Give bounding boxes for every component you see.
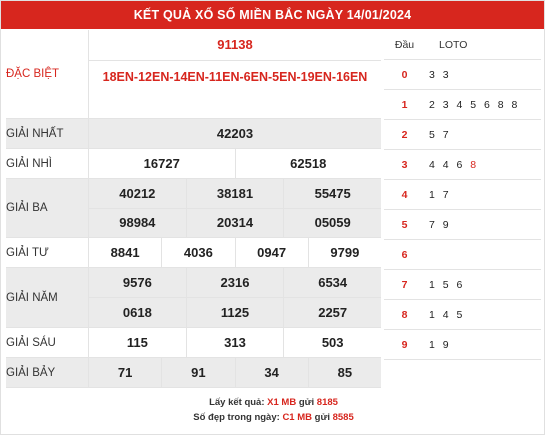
prize-number: 05059 [314,215,351,231]
footer-line-2 [1,412,545,423]
prize-number: 0618 [89,298,187,327]
prize-number: 20314 [187,209,285,238]
loto-head: 7 [401,278,408,291]
loto-row [384,180,541,210]
loto-head: 5 [401,218,408,231]
prize-number: 503 [321,335,344,350]
loto-head: 1 [401,98,408,111]
prize-label-g5: GIẢI NĂM [6,268,89,327]
prize-row-g7 [6,358,381,388]
loto-row [384,270,541,300]
loto-head-label: Đầu [394,38,415,51]
loto-row [384,120,541,150]
prize-label-g7: GIẢI BẢY [6,358,89,387]
loto-values [425,129,451,141]
loto-row [384,330,541,360]
loto-row [384,150,541,180]
prize-label-g3: GIẢI BA [6,179,89,237]
prize-label-g4: GIẢI TƯ [6,238,89,267]
prize-table [6,30,381,388]
footer-text: Số đẹp trong ngày: [193,412,283,423]
prize-number: 62518 [290,156,327,171]
prize-number: 34 [236,358,309,387]
page-title: KẾT QUẢ XỔ SỐ MIỀN BẮC NGÀY 14/01/2024 [1,1,544,29]
loto-header [384,30,541,60]
loto-value-text: 1 7 [429,188,452,201]
prize-row-g3 [6,179,381,238]
prize-number: 313 [187,328,285,357]
prize-number: 16727 [89,149,236,178]
loto-head: 0 [401,68,408,81]
prize-number: 4036 [162,238,235,267]
prize-number: 2257 [318,305,348,320]
sms-code[interactable]: C1 MB [282,412,312,423]
footer-text: gửi [312,412,333,423]
loto-row [384,210,541,240]
sms-number[interactable]: 8185 [316,397,338,408]
prize-number: 42203 [216,126,254,141]
loto-value-text: 1 4 5 [429,308,465,321]
prize-number: 6534 [318,275,348,290]
prize-number: 9576 [89,268,187,297]
loto-head: 9 [401,338,408,351]
prize-row-g4 [6,238,381,268]
prize-number: 71 [89,358,162,387]
loto-row [384,90,541,120]
loto-head: 4 [401,188,408,201]
loto-value-text: 2 3 4 5 6 8 8 [429,98,520,111]
loto-value-special: 8 [470,158,479,171]
loto-value-text: 5 7 [429,128,452,141]
loto-values [425,69,451,81]
prize-number: 115 [89,328,187,357]
special-prize-codes: 18EN-12EN-14EN-11EN-6EN-5EN-19EN-16EN [102,70,368,84]
loto-values [425,189,451,201]
footer-text: gửi [296,397,317,408]
loto-head: 2 [401,128,408,141]
loto-values [425,219,451,231]
prize-row-g2 [6,149,381,179]
footer-text: Lấy kết quả: [209,397,268,408]
loto-table [384,30,541,360]
prize-number: 91 [162,358,235,387]
prize-label-g6: GIẢI SÁU [6,328,89,357]
prize-number: 0947 [236,238,309,267]
prize-number: 2316 [187,268,285,297]
prize-number: 85 [337,365,353,380]
loto-head: 3 [401,158,408,171]
loto-label: LOTO [439,38,468,51]
loto-head: 6 [401,248,408,261]
special-prize-number: 91138 [89,30,381,61]
loto-values [425,339,451,351]
loto-values [425,279,465,291]
prize-row-special [6,30,381,119]
prize-row-g6 [6,328,381,358]
sms-number[interactable]: 8585 [332,412,354,423]
loto-values [425,159,479,171]
loto-row [384,240,541,270]
loto-row [384,60,541,90]
prize-number: 1125 [187,298,285,327]
loto-row [384,300,541,330]
prize-number: 55475 [314,185,351,201]
footer-line-1 [1,397,545,408]
loto-head: 8 [401,308,408,321]
loto-value-text: 3 3 [429,68,452,81]
sms-code[interactable]: X1 MB [267,397,297,408]
prize-row-g5 [6,268,381,328]
prize-number: 8841 [89,238,162,267]
prize-number: 98984 [89,209,187,238]
prize-number: 38181 [187,179,285,208]
prize-row-g1 [6,119,381,149]
prize-label-special: ĐẶC BIỆT [6,30,89,118]
loto-values [425,309,465,321]
loto-value-text: 7 9 [429,218,452,231]
prize-label-g1: GIẢI NHẤT [6,119,89,148]
loto-value-text: 1 5 6 [429,278,465,291]
prize-label-g2: GIẢI NHÌ [6,149,89,178]
loto-value-text: 4 4 6 [429,158,471,171]
prize-number: 9799 [330,245,360,260]
loto-values [425,99,520,111]
prize-number: 40212 [89,179,187,208]
loto-value-text: 1 9 [429,338,452,351]
